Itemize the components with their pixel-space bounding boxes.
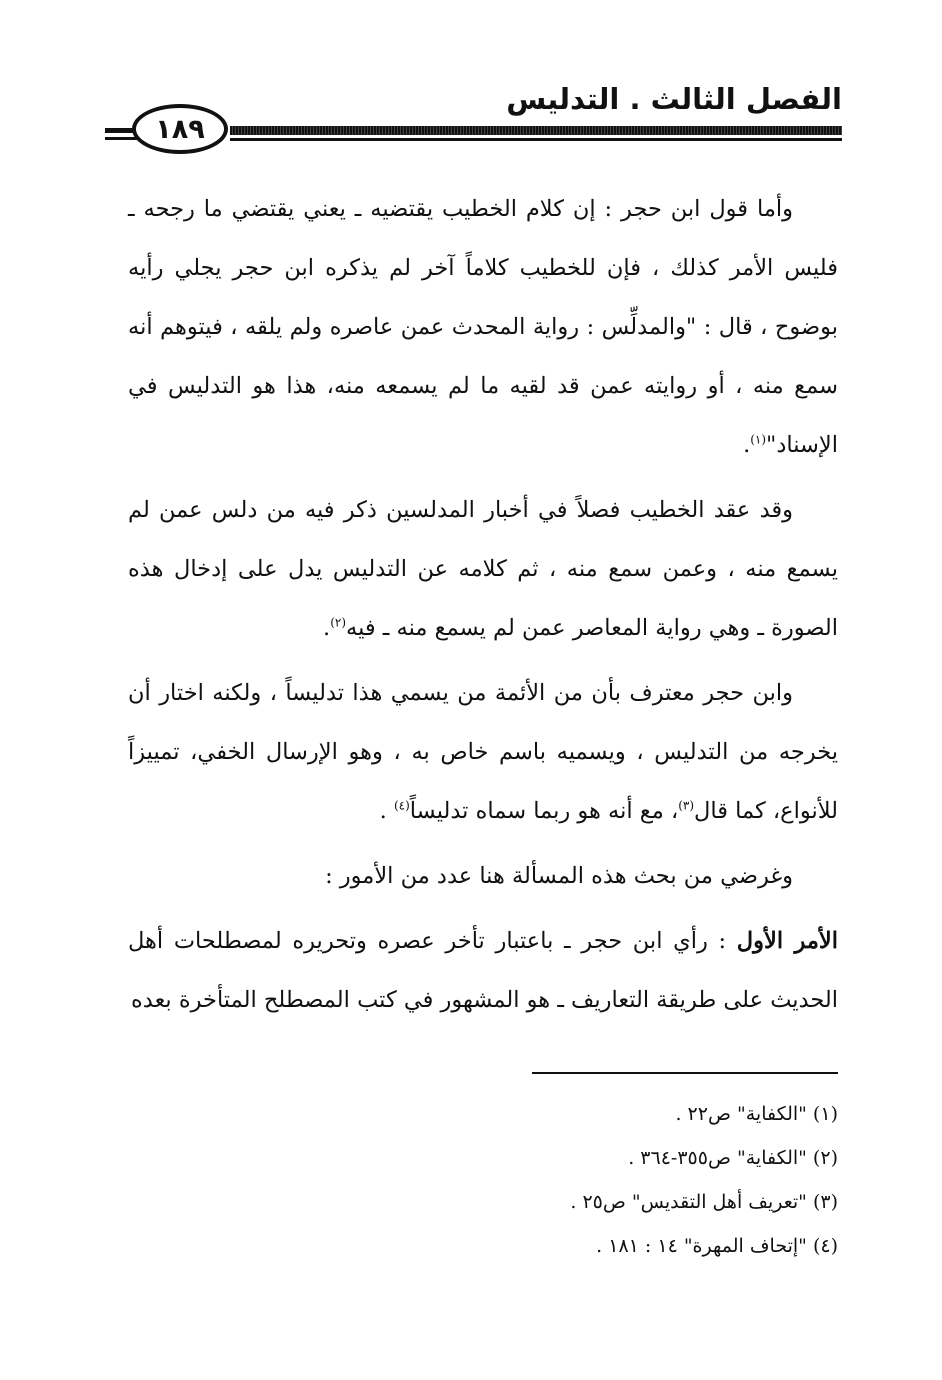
paragraph-3-text-b: ، مع أنه هو ربما سماه تدليساً xyxy=(409,798,679,824)
footnote-4: (٤) "إتحاف المهرة" ١٤ : ١٨١ . xyxy=(596,1235,838,1257)
paragraph-2-end: . xyxy=(323,615,331,641)
paragraph-4-text: وغرضي من بحث هذه المسألة هنا عدد من الأمور : xyxy=(325,863,793,889)
footnote-ref-1[interactable]: (١) xyxy=(750,432,767,447)
paragraph-2 xyxy=(128,481,838,658)
paragraph-1 xyxy=(128,180,838,475)
footnote-ref-2[interactable]: (٢) xyxy=(330,615,347,630)
footnote-ref-3[interactable]: (٣) xyxy=(678,798,695,813)
paragraph-3 xyxy=(128,664,838,841)
paragraph-2-text: وقد عقد الخطيب فصلاً في أخبار المدلسين ذكر فيه من دلس عمن لم يسمع منه ، وعمن سمع منه ، ثم كلامه عن التدليس يدل على إدخال هذه الصورة ـ وهي رواية المعاصر عمن لم يسمع منه ـ فيه xyxy=(128,497,838,641)
body-text xyxy=(128,180,838,1036)
page-number: ١٨٩ xyxy=(132,104,228,154)
paragraph-5-text: : رأي ابن حجر ـ باعتبار تأخر عصره وتحريره لمصطلحات أهل الحديث على طريقة التعاريف ـ هو المشهور في كتب المصطلح المتأخرة بعده xyxy=(128,928,838,1013)
footnote-2: (٢) "الكفاية" ص٣٥٥-٣٦٤ . xyxy=(628,1147,838,1169)
header-rule-left-thin xyxy=(105,137,137,140)
header-rule-thick xyxy=(230,126,842,135)
paragraph-5 xyxy=(128,912,838,1030)
paragraph-1-text: وأما قول ابن حجر : إن كلام الخطيب يقتضيه ـ يعني يقتضي ما رجحه ـ فليس الأمر كذلك ، فإن للخطيب كلاماً آخر لم يذكره ابن حجر يجلي رأيه بوضوح ، قال : "والمدلِّس : رواية المحدث عمن عاصره ولم يلقه ، فيتوهم أنه سمع منه ، أو روايته عمن قد لقيه ما لم يسمعه منه، هذا هو التدليس في الإسناد" xyxy=(128,196,838,458)
footnote-1: (١) "الكفاية" ص٢٢ . xyxy=(675,1103,838,1125)
footnote-ref-4[interactable]: (٤) xyxy=(393,798,410,813)
first-point-heading: الأمر الأول xyxy=(736,928,839,954)
header-rule-thin xyxy=(230,138,842,141)
paragraph-4 xyxy=(128,847,838,906)
footnote-separator xyxy=(532,1072,838,1074)
page-header xyxy=(100,78,842,158)
paragraph-1-end: . xyxy=(743,432,751,458)
paragraph-3-text-a: وابن حجر معترف بأن من الأئمة من يسمي هذا تدليساً ، ولكنه اختار أن يخرجه من التدليس ، ويسميه باسم خاص به ، وهو الإرسال الخفي، تمييزاً للأنواع، كما قال xyxy=(128,680,838,824)
footnotes xyxy=(238,1092,838,1268)
paragraph-3-end: . xyxy=(379,798,394,824)
chapter-title: الفصل الثالث . التدليس xyxy=(506,82,842,116)
footnote-3: (٣) "تعريف أهل التقديس" ص٢٥ . xyxy=(570,1191,838,1213)
